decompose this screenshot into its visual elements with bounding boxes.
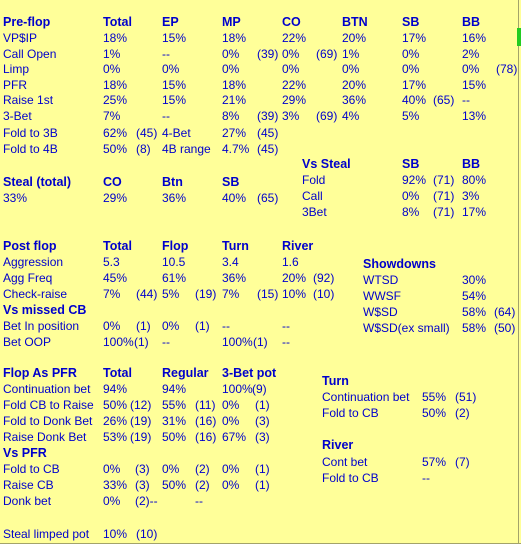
vs-pfr-cell-value: 33% — [103, 478, 128, 492]
preflop-cell-value: 8% — [222, 109, 240, 123]
preflop-cell-value: 36% — [342, 93, 367, 108]
preflop-fold3b-count2: (45) — [257, 126, 279, 140]
showdowns-row-label: W$SD — [363, 305, 398, 319]
showdowns-title: Showdowns — [363, 257, 436, 271]
vs-pfr-cell-count: (2) — [195, 478, 210, 492]
vs-missed-cb-row-label: Bet OOP — [3, 335, 52, 349]
postflop-cell-value: 10.5 — [162, 255, 186, 269]
vs-missed-cb-count: (1) — [195, 319, 210, 333]
vs-missed-cb-value: 100% — [222, 335, 253, 349]
vs-steal-sb-value: 92% — [402, 173, 427, 187]
vs-steal-bb-value: 3% — [462, 189, 480, 203]
preflop-cell-value: 29% — [282, 93, 307, 108]
vs-missed-cb-count: (1) — [253, 335, 268, 349]
preflop-cell-value: 1% — [342, 46, 360, 61]
flop-pfr-cell-count: (19) — [130, 430, 152, 444]
preflop-cell-count: (65) — [433, 93, 455, 108]
preflop-cell-value: 17% — [402, 31, 427, 45]
steal-sb-value: 40% — [222, 191, 247, 205]
steal-sb-count: (65) — [257, 191, 279, 205]
preflop-fold3b-count: (45) — [136, 126, 158, 140]
preflop-cell-value: -- — [162, 109, 170, 123]
preflop-cell-value: 3% — [282, 109, 300, 123]
turn-row-value: 50% — [422, 406, 447, 420]
steal-total-value: 33% — [3, 191, 28, 205]
flop-pfr-cell-count: (3) — [255, 430, 270, 444]
preflop-cell-value: 22% — [282, 31, 307, 45]
vs-missed-cb-title: Vs missed CB — [3, 303, 87, 317]
preflop-cell-value: 18% — [103, 77, 128, 92]
preflop-cell-value: 0% — [162, 62, 180, 77]
postflop-cell-count: (92) — [313, 271, 335, 285]
preflop-cell-value: 0% — [103, 62, 121, 77]
postflop-title: Post flop — [3, 239, 57, 253]
preflop-cell-value: 20% — [342, 77, 367, 92]
preflop-cell-value: 0% — [282, 62, 300, 77]
flop-pfr-cell-count: (12) — [130, 398, 152, 412]
preflop-col-header: CO — [282, 15, 301, 29]
preflop-cell-value: 18% — [222, 77, 247, 92]
postflop-cell-value: 7% — [222, 287, 240, 301]
flop-pfr-cell-value: 94% — [103, 382, 128, 396]
steal-col-co: CO — [103, 175, 122, 189]
preflop-cell-value: 13% — [462, 109, 487, 123]
flop-pfr-row-label: Fold CB to Raise — [3, 398, 94, 412]
river-title: River — [322, 438, 354, 452]
flop-pfr-col-header: Regular — [162, 366, 209, 380]
postflop-cell-value: 20% — [282, 271, 307, 285]
flop-pfr-cell-value: 50% — [162, 430, 187, 444]
preflop-col-header: SB — [402, 15, 420, 29]
turn-row-label: Continuation bet — [322, 390, 410, 404]
postflop-col-header: Total — [103, 239, 132, 253]
flop-pfr-title: Flop As PFR — [3, 366, 77, 380]
preflop-fold4b-label: Fold to 4B — [3, 142, 58, 156]
preflop-cell-value: 16% — [462, 31, 487, 45]
river-row-label: Fold to CB — [322, 471, 379, 485]
postflop-cell-count: (44) — [136, 287, 158, 301]
flop-pfr-cell-count: (19) — [130, 414, 152, 428]
vs-pfr-cell-count: (1) — [255, 478, 270, 492]
postflop-cell-value: 7% — [103, 287, 121, 301]
preflop-cell-value: 40% — [402, 93, 427, 108]
vs-pfr-cell-count: (2) — [195, 462, 210, 476]
postflop-cell-value: 61% — [162, 271, 187, 285]
vs-missed-cb-value: 0% — [103, 319, 121, 333]
preflop-cell-value: 15% — [462, 77, 487, 92]
flop-pfr-cell-value: 100% — [222, 382, 253, 396]
preflop-cell-value: 1% — [103, 46, 121, 61]
preflop-cell-value: 17% — [402, 77, 427, 92]
vs-pfr-title: Vs PFR — [3, 446, 47, 460]
preflop-cell-value: 7% — [103, 109, 121, 123]
preflop-title: Pre-flop — [3, 15, 51, 29]
showdowns-row-label: WTSD — [363, 273, 399, 287]
postflop-col-header: Flop — [162, 239, 189, 253]
preflop-cell-value: 0% — [282, 46, 300, 61]
showdowns-row-label: WWSF — [363, 289, 401, 303]
vs-steal-sb-value: 0% — [402, 189, 420, 203]
turn-row-count: (2) — [455, 406, 470, 420]
showdowns-row-value: 30% — [462, 273, 487, 287]
preflop-cell-value: 18% — [222, 31, 247, 45]
preflop-cell-count: (39) — [257, 109, 279, 123]
turn-row-count: (51) — [455, 390, 477, 404]
preflop-cell-count: (69) — [316, 109, 338, 123]
flop-pfr-cell-value: 55% — [162, 398, 187, 412]
steal-col-sb: SB — [222, 175, 240, 189]
steal-total-title: Steal (total) — [3, 175, 72, 189]
vs-pfr-cell-count: (3) — [135, 462, 150, 476]
turn-row-value: 55% — [422, 390, 447, 404]
vs-steal-sb-value: 8% — [402, 205, 420, 219]
vs-steal-col-bb: BB — [462, 157, 481, 171]
showdowns-row-value: 58% — [462, 321, 487, 335]
preflop-cell-value: -- — [162, 46, 170, 61]
vs-steal-row-label: Fold — [302, 173, 326, 187]
vs-pfr-cell-value: 0% — [162, 462, 180, 476]
preflop-col-header: EP — [162, 15, 179, 29]
postflop-col-header: River — [282, 239, 314, 253]
vs-missed-cb-count: (1) — [134, 335, 149, 349]
flop-pfr-cell-value: 67% — [222, 430, 247, 444]
river-row-value: -- — [422, 471, 430, 485]
postflop-cell-value: 3.4 — [222, 255, 239, 269]
preflop-cell-value: 2% — [462, 46, 480, 61]
flop-pfr-cell-count: (9) — [252, 382, 267, 396]
preflop-cell-value: 25% — [103, 93, 128, 108]
steal-col-btn: Btn — [162, 175, 183, 189]
preflop-cell-value: 21% — [222, 93, 247, 108]
preflop-cell-count: (39) — [257, 46, 279, 61]
postflop-cell-count: (15) — [257, 287, 279, 301]
preflop-fold3b-value2: 27% — [222, 126, 247, 140]
vs-pfr-cell-count: (3) — [135, 478, 150, 492]
preflop-fold4b-value2: 4.7% — [222, 142, 250, 156]
preflop-fold3b-label2: 4-Bet — [162, 126, 191, 140]
vs-missed-cb-value: -- — [222, 319, 230, 333]
flop-pfr-col-header: Total — [103, 366, 132, 380]
postflop-cell-value: 45% — [103, 271, 128, 285]
showdowns-row-value: 58% — [462, 305, 487, 319]
flop-pfr-cell-value: 0% — [222, 398, 240, 412]
postflop-cell-count: (10) — [313, 287, 335, 301]
preflop-cell-value: 0% — [222, 46, 240, 61]
vs-steal-row-label: 3Bet — [302, 205, 327, 219]
preflop-cell-value: -- — [462, 93, 470, 108]
vs-missed-cb-value: 100% — [103, 335, 134, 349]
postflop-cell-count: (19) — [195, 287, 217, 301]
showdowns-row-count: (64) — [494, 305, 516, 319]
panel-right-border — [518, 0, 519, 544]
preflop-cell-value: 18% — [103, 31, 128, 45]
preflop-cell-value: 0% — [402, 46, 420, 61]
vs-steal-sb-count: (71) — [433, 205, 455, 219]
preflop-cell-value: 4% — [342, 109, 360, 123]
vs-steal-row-label: Call — [302, 189, 323, 203]
preflop-cell-value: 15% — [162, 31, 187, 45]
preflop-col-header: MP — [222, 15, 241, 29]
postflop-row-label: Check-raise — [3, 287, 68, 301]
preflop-fold4b-label2: 4B range — [162, 142, 211, 156]
vs-pfr-row-label: Fold to CB — [3, 462, 60, 476]
postflop-cell-value: 36% — [222, 271, 247, 285]
steal-limped-count: (10) — [136, 527, 158, 541]
postflop-col-header: Turn — [222, 239, 249, 253]
preflop-cell-count: (78) — [496, 62, 518, 77]
vs-steal-sb-count: (71) — [433, 173, 455, 187]
showdowns-row-count: (50) — [494, 321, 516, 335]
vs-pfr-row-label: Donk bet — [3, 494, 52, 508]
vs-missed-cb-value: -- — [282, 335, 290, 349]
postflop-row-label: Agg Freq — [3, 271, 53, 285]
vs-pfr-cell-count: (2)-- — [135, 494, 158, 508]
vs-steal-col-sb: SB — [402, 157, 420, 171]
preflop-cell-value: 15% — [162, 77, 187, 92]
vs-missed-cb-count: (1) — [136, 319, 151, 333]
preflop-fold3b-value: 62% — [103, 126, 128, 140]
preflop-fold4b-count: (8) — [136, 142, 151, 156]
vs-missed-cb-value: -- — [162, 335, 170, 349]
flop-pfr-cell-count: (16) — [195, 414, 217, 428]
preflop-row-label: Limp — [3, 62, 30, 77]
postflop-cell-value: 5.3 — [103, 255, 120, 269]
preflop-row-label: VP$IP — [3, 31, 38, 45]
postflop-cell-value: 10% — [282, 287, 307, 301]
flop-pfr-col-header: 3-Bet pot — [222, 366, 277, 380]
vs-steal-bb-value: 17% — [462, 205, 487, 219]
steal-co-value: 29% — [103, 191, 128, 205]
vs-pfr-cell-value: 50% — [162, 478, 187, 492]
preflop-fold4b-value: 50% — [103, 142, 128, 156]
showdowns-row-value: 54% — [462, 289, 487, 303]
scroll-indicator — [517, 28, 521, 46]
vs-pfr-cell-count: (1) — [255, 462, 270, 476]
turn-title: Turn — [322, 374, 349, 388]
flop-pfr-row-label: Raise Donk Bet — [3, 430, 87, 444]
flop-pfr-row-label: Continuation bet — [3, 382, 91, 396]
vs-steal-title: Vs Steal — [302, 157, 351, 171]
preflop-cell-value: 20% — [342, 31, 367, 45]
vs-missed-cb-value: -- — [282, 319, 290, 333]
river-row-count: (7) — [455, 455, 470, 469]
preflop-col-header: Total — [103, 15, 132, 29]
postflop-row-label: Aggression — [3, 255, 64, 269]
flop-pfr-cell-count: (16) — [195, 430, 217, 444]
preflop-fold3b-label: Fold to 3B — [3, 126, 58, 140]
river-row-value: 57% — [422, 455, 447, 469]
preflop-cell-value: 0% — [222, 62, 240, 77]
preflop-cell-value: 5% — [402, 109, 420, 123]
flop-pfr-cell-value: 0% — [222, 414, 240, 428]
preflop-cell-value: 22% — [282, 77, 307, 92]
preflop-row-label: 3-Bet — [3, 109, 32, 123]
preflop-cell-count: (69) — [316, 46, 338, 61]
preflop-row-label: Raise 1st — [3, 93, 54, 108]
preflop-col-header: BTN — [342, 15, 368, 29]
postflop-cell-value: 1.6 — [282, 255, 299, 269]
vs-steal-bb-value: 80% — [462, 173, 487, 187]
postflop-cell-value: 5% — [162, 287, 180, 301]
flop-pfr-cell-count: (1) — [255, 398, 270, 412]
preflop-cell-value: 15% — [162, 93, 187, 108]
preflop-cell-value: 0% — [462, 62, 480, 77]
vs-pfr-cell-value: -- — [195, 494, 203, 508]
vs-steal-sb-count: (71) — [433, 189, 455, 203]
vs-pfr-row-label: Raise CB — [3, 478, 54, 492]
vs-pfr-cell-value: 0% — [222, 478, 240, 492]
flop-pfr-cell-count: (3) — [255, 414, 270, 428]
turn-row-label: Fold to CB — [322, 406, 379, 420]
vs-pfr-cell-value: 0% — [222, 462, 240, 476]
preflop-cell-value: 0% — [342, 62, 360, 77]
flop-pfr-cell-value: 53% — [103, 430, 128, 444]
preflop-col-header: BB — [462, 15, 481, 29]
vs-pfr-cell-value: 0% — [103, 462, 121, 476]
flop-pfr-cell-value: 26% — [103, 414, 128, 428]
steal-limped-value: 10% — [103, 527, 128, 541]
vs-missed-cb-value: 0% — [162, 319, 180, 333]
showdowns-row-label: W$SD(ex small) — [363, 321, 450, 335]
river-row-label: Cont bet — [322, 455, 368, 469]
flop-pfr-cell-value: 50% — [103, 398, 128, 412]
preflop-row-label: Call Open — [3, 46, 57, 61]
flop-pfr-cell-value: 31% — [162, 414, 187, 428]
flop-pfr-cell-count: (11) — [195, 398, 216, 412]
preflop-row-label: PFR — [3, 77, 27, 92]
vs-pfr-cell-value: 0% — [103, 494, 121, 508]
steal-limped-label: Steal limped pot — [3, 527, 90, 541]
flop-pfr-row-label: Fold to Donk Bet — [3, 414, 93, 428]
preflop-fold4b-count2: (45) — [257, 142, 279, 156]
flop-pfr-cell-value: 94% — [162, 382, 187, 396]
preflop-cell-value: 0% — [402, 62, 420, 77]
steal-btn-value: 36% — [162, 191, 187, 205]
vs-missed-cb-row-label: Bet In position — [3, 319, 80, 333]
